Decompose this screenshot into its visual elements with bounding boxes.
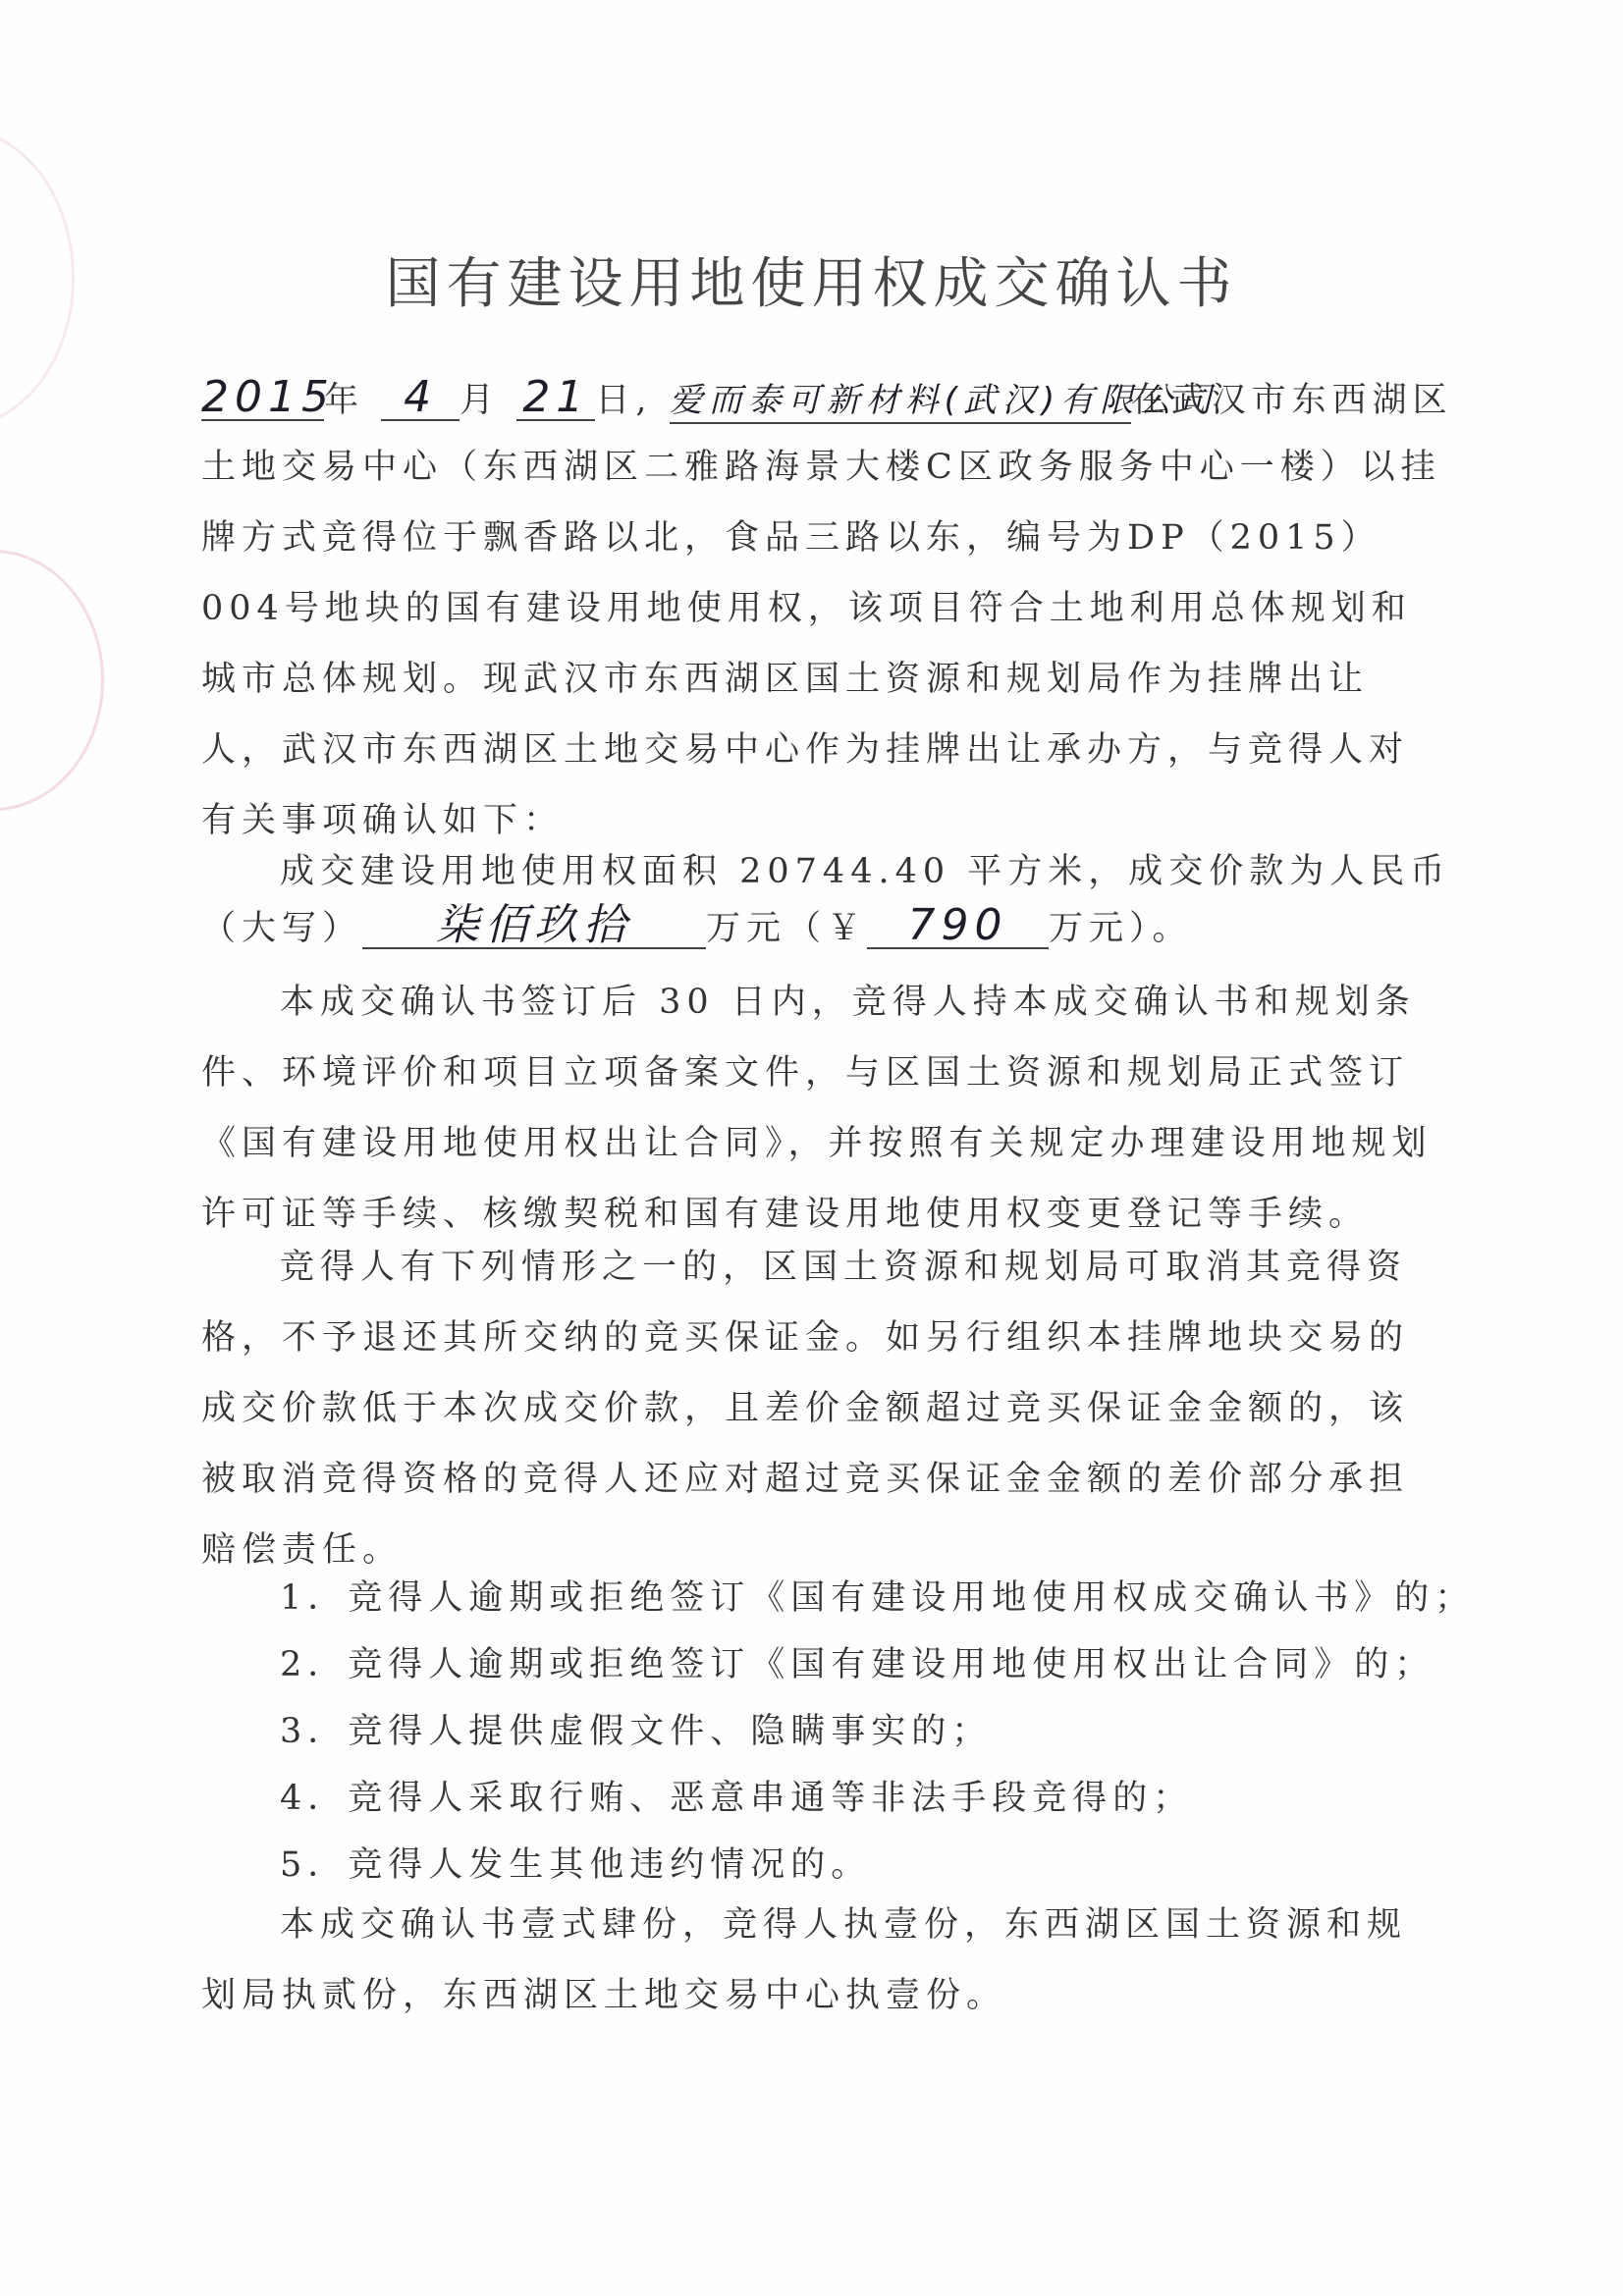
bidder-handwritten: 爱而泰可新材料(武汉)有限公司	[670, 379, 1131, 424]
amount-words-handwritten: 柒佰玖拾	[362, 904, 706, 949]
amount-number-handwritten: 790	[867, 904, 1049, 949]
year-label: 年	[324, 381, 365, 420]
list-item: 5．竞得人发生其他违约情况的。	[280, 1845, 872, 1885]
list-item: 1．竞得人逾期或拒绝签订《国有建设用地使用权成交确认书》的；	[280, 1578, 1476, 1618]
document-title: 国有建设用地使用权成交确认书	[385, 252, 1238, 316]
date-line-suffix: 在武汉市东西湖区	[1130, 381, 1453, 420]
price-unit-2: 万元）。	[1049, 909, 1193, 948]
month-label: 月	[460, 381, 501, 420]
paragraph-3: 本成交确认书签订后 30 日内，竞得人持本成交确认书和规划条件、环境评价和项目立项备案文件，与区国土资源和规划局正式签订《国有建设用地使用权出让合同》，并按照有关规定办理建设用地规划许可证等手续、核缴契税和国有建设用地使用权变更登记等手续。	[201, 983, 1433, 1234]
paragraph-2-line-1: 成交建设用地使用权面积 20744.40 平方米，成交价款为人民币	[280, 852, 1451, 891]
price-line	[201, 901, 1443, 950]
paragraph-4: 竞得人有下列情形之一的，区国土资源和规划局可取消其竞得资格，不予退还其所交纳的竞买保证金。如另行组织本挂牌地块交易的成交价款低于本次成交价款，且差价金额超过竞买保证金金额的，该被取消竞得资格的竞得人还应对超过竞买保证金金额的差价部分承担赔偿责任。	[201, 1248, 1410, 1570]
faded-seal-left	[0, 550, 104, 811]
month-handwritten: 4	[381, 376, 460, 421]
date-line	[201, 372, 1453, 424]
price-unit-1: 万元（￥	[706, 909, 868, 948]
price-prefix: （大写）	[201, 909, 363, 948]
year-handwritten: 2015	[201, 372, 335, 422]
day-handwritten: 21	[516, 376, 595, 421]
list-item: 2．竞得人逾期或拒绝签订《国有建设用地使用权出让合同》的；	[280, 1645, 1435, 1684]
paragraph-5: 本成交确认书壹式肆份，竞得人执壹份，东西湖区国土资源和规划局执贰份，东西湖区土地交易中心执壹份。	[201, 1905, 1408, 2015]
list-item: 3．竞得人提供虚假文件、隐瞒事实的；	[280, 1712, 993, 1751]
paragraph-1: 土地交易中心（东西湖区二雅路海景大楼C区政务服务中心一楼）以挂牌方式竞得位于飘香路以北，食品三路以东，编号为DP（2015）004号地块的国有建设用地使用权，该项目符合土地利用总体规划和城市总体规划。现武汉市东西湖区国土资源和规划局作为挂牌出让人，武汉市东西湖区土地交易中心作为挂牌出让承办方，与竞得人对有关事项确认如下：	[201, 448, 1441, 840]
day-label: 日,	[595, 381, 653, 420]
list-item: 4．竞得人采取行贿、恶意串通等非法手段竞得的；	[280, 1779, 1194, 1818]
